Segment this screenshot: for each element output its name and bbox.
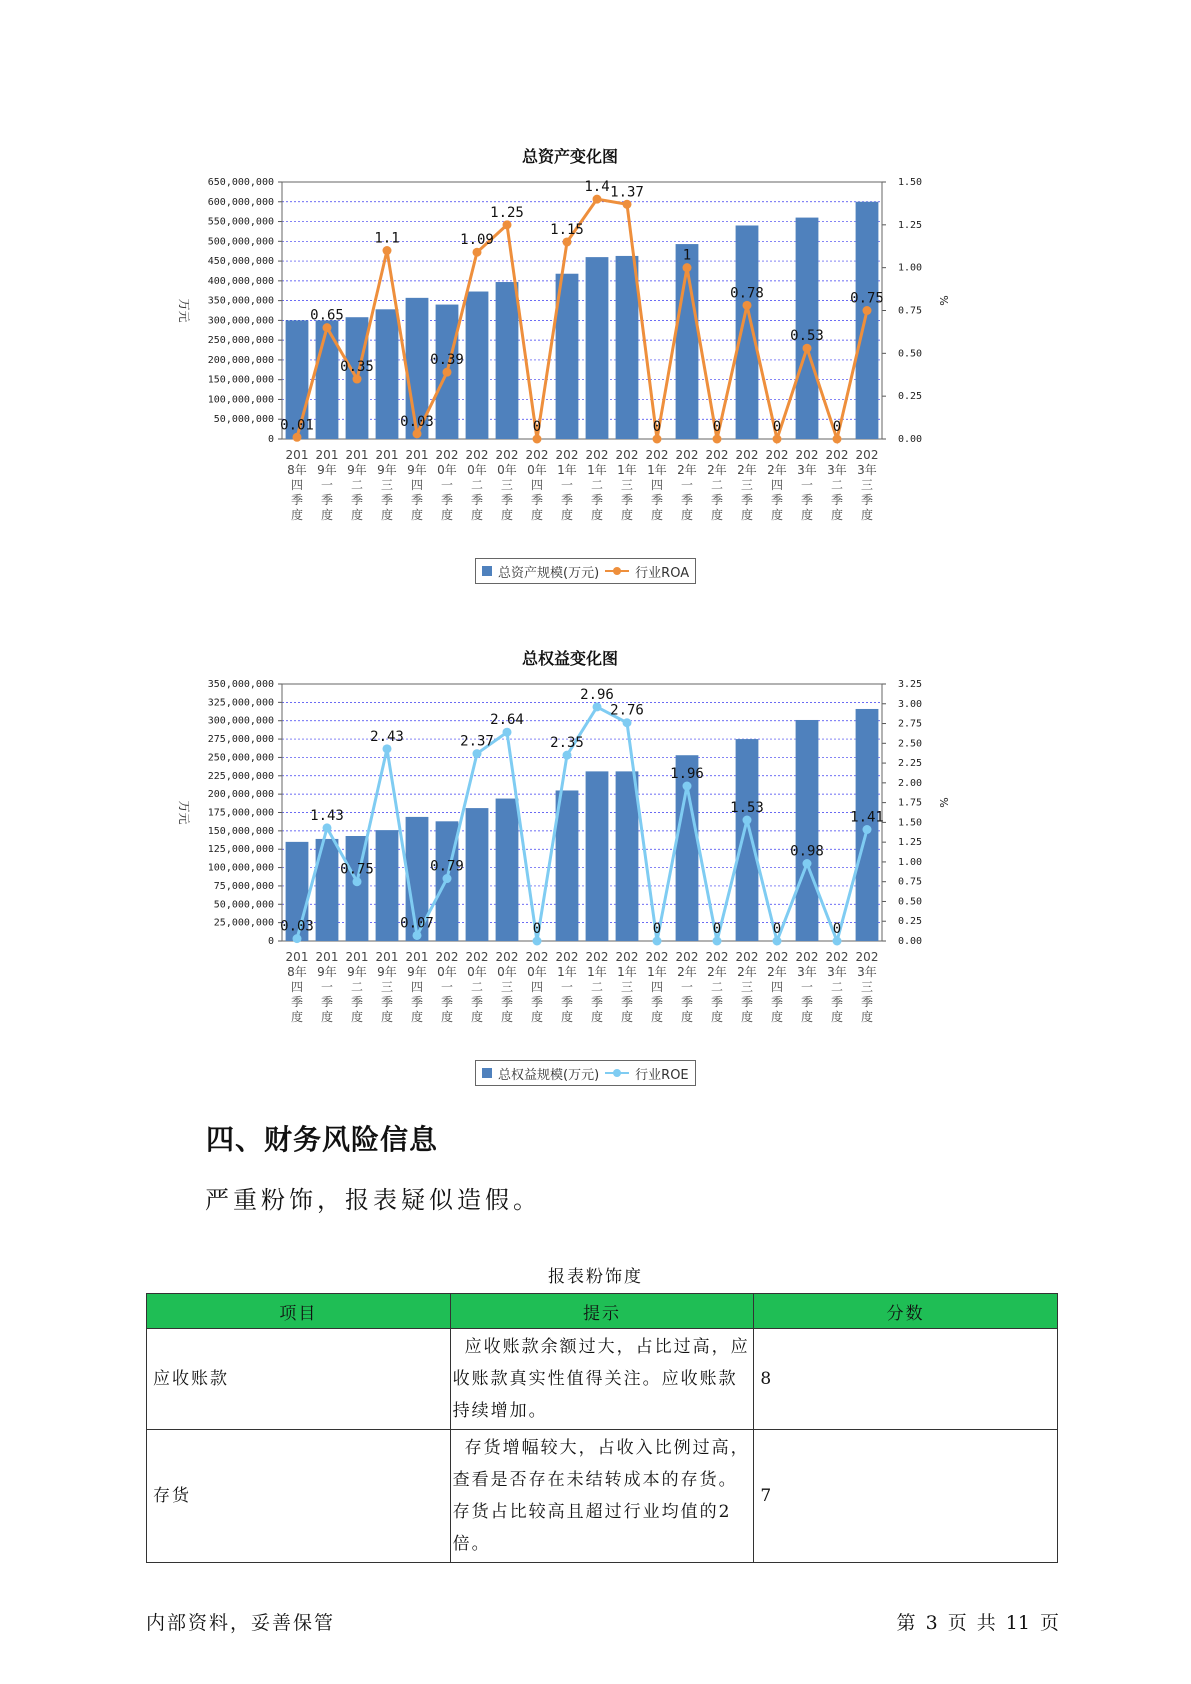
y2-tick-label: 0.50 [898, 348, 923, 360]
data-point [293, 934, 302, 943]
bar [586, 771, 609, 941]
y-tick-label: 0 [267, 936, 274, 947]
y-tick-label: 300,000,000 [207, 315, 274, 327]
x-tick-label: 202 0年三季度 [495, 950, 519, 1024]
y-tick-label: 350,000,000 [207, 679, 274, 690]
y-tick-label: 50,000,000 [213, 414, 274, 426]
y-tick-label: 100,000,000 [207, 394, 274, 406]
y2-axis-label: % [937, 295, 950, 306]
data-label: 1.1 [374, 230, 400, 247]
data-point [833, 937, 842, 946]
y-tick-label: 275,000,000 [207, 734, 274, 746]
data-point [413, 931, 422, 940]
data-label: 1 [682, 247, 692, 264]
chart-title: 总权益变化图 [521, 649, 618, 668]
data-point [293, 433, 302, 442]
bar-legend-swatch [482, 566, 492, 576]
bar [616, 771, 639, 941]
x-tick-label: 202 2年三季度 [735, 950, 759, 1024]
data-point [833, 435, 842, 444]
data-point [863, 825, 872, 834]
y-tick-label: 250,000,000 [207, 335, 274, 347]
data-label: 0.01 [280, 417, 314, 434]
data-label: 0.75 [340, 861, 374, 878]
data-point [383, 744, 392, 753]
y2-tick-label: 2.75 [898, 718, 923, 730]
x-tick-label: 201 9年一季度 [315, 950, 339, 1024]
x-tick-label: 202 1年一季度 [555, 448, 579, 522]
data-point [593, 702, 602, 711]
cell-tip [450, 1430, 754, 1563]
y2-axis-label: % [937, 797, 950, 808]
cell-item: 应收账款 [147, 1329, 451, 1430]
data-label: 1.53 [730, 800, 764, 817]
data-point [743, 816, 752, 825]
data-label: 1.09 [460, 232, 494, 249]
data-point [803, 859, 812, 868]
line-legend-swatch [605, 566, 629, 576]
y-tick-label: 550,000,000 [207, 216, 274, 228]
data-label: 0 [832, 921, 842, 937]
data-label: 0 [532, 921, 542, 937]
assets-chart [170, 140, 970, 590]
y2-tick-label: 1.50 [898, 177, 923, 188]
tip-text: 存货增幅较大，占收入比例过高，查看是否存在未结转成本的存货。存货占比较高且超过行业均值的2倍。 [452, 1438, 750, 1554]
data-label: 1.25 [490, 204, 524, 221]
footer-left: 内部资料，妥善保管 [146, 1612, 336, 1634]
line-legend-swatch [605, 1068, 629, 1078]
y-tick-label: 300,000,000 [207, 715, 274, 727]
x-tick-label: 202 1年二季度 [585, 448, 609, 522]
x-tick-label: 202 0年二季度 [465, 448, 489, 522]
bar [736, 225, 759, 439]
tip-text: 应收账款余额过大，占比过高，应收账款真实性值得关注。应收账款持续增加。 [452, 1337, 750, 1421]
data-label: 0 [652, 419, 662, 435]
y-tick-label: 200,000,000 [207, 789, 274, 801]
x-tick-label: 202 1年三季度 [615, 448, 639, 522]
data-point [803, 344, 812, 353]
x-tick-label: 201 9年二季度 [345, 950, 369, 1024]
line-legend-label: 行业ROE [635, 1067, 689, 1083]
data-point [713, 937, 722, 946]
data-point [623, 200, 632, 209]
data-point [863, 306, 872, 315]
data-point [473, 749, 482, 758]
x-tick-label: 202 2年四季度 [765, 950, 789, 1024]
y-axis-label: 万元 [177, 298, 191, 323]
equity-chart-plot [170, 672, 970, 1072]
y2-tick-label: 1.50 [898, 817, 923, 829]
x-tick-label: 202 3年一季度 [795, 950, 819, 1024]
data-label: 0.07 [400, 915, 434, 932]
y2-tick-label: 1.00 [898, 262, 923, 274]
data-point [623, 718, 632, 727]
x-tick-label: 201 9年二季度 [345, 448, 369, 522]
x-tick-label: 202 2年一季度 [675, 950, 699, 1024]
y-tick-label: 500,000,000 [207, 236, 274, 248]
y-tick-label: 325,000,000 [207, 697, 274, 709]
data-label: 0.53 [790, 328, 824, 345]
data-point [503, 728, 512, 737]
data-label: 1.96 [670, 766, 704, 783]
x-tick-label: 202 0年一季度 [435, 950, 459, 1024]
y-tick-label: 350,000,000 [207, 295, 274, 307]
y2-tick-label: 2.50 [898, 738, 923, 750]
x-tick-label: 202 3年三季度 [855, 448, 879, 522]
y2-tick-label: 2.00 [898, 777, 923, 789]
y-axis-label: 万元 [177, 800, 191, 825]
y2-tick-label: 0.50 [898, 896, 923, 908]
bar-legend-label: 总权益规模(万元) [498, 1067, 600, 1083]
x-tick-label: 202 0年二季度 [465, 950, 489, 1024]
bar [316, 320, 339, 439]
data-label: 1.41 [850, 809, 884, 826]
data-label: 0.03 [280, 918, 314, 935]
y-tick-label: 150,000,000 [207, 825, 274, 837]
data-label: 1.37 [610, 184, 644, 201]
data-label: 0.03 [400, 413, 434, 430]
y-tick-label: 25,000,000 [213, 917, 274, 929]
y-tick-label: 200,000,000 [207, 354, 274, 366]
x-tick-label: 202 3年二季度 [825, 448, 849, 522]
header-score: 分数 [754, 1294, 1058, 1329]
data-label: 0.65 [310, 307, 344, 324]
chart-title: 总资产变化图 [521, 147, 618, 166]
data-label: 0 [832, 419, 842, 435]
data-point [473, 248, 482, 257]
chart-legend [475, 558, 696, 584]
data-point [533, 435, 542, 444]
data-label: 0.98 [790, 843, 824, 860]
cell-score: 7 [754, 1430, 1058, 1563]
x-tick-label: 202 1年二季度 [585, 950, 609, 1024]
data-point [773, 435, 782, 444]
y-tick-label: 650,000,000 [207, 177, 274, 188]
table-row [147, 1430, 1058, 1563]
x-tick-label: 201 8年四季度 [285, 950, 309, 1024]
x-tick-label: 202 1年四季度 [645, 448, 669, 522]
cell-item: 存货 [147, 1430, 451, 1563]
data-point [773, 937, 782, 946]
bar [496, 799, 519, 941]
x-tick-label: 202 0年四季度 [525, 950, 549, 1024]
data-label: 1.43 [310, 807, 344, 824]
y2-tick-label: 0.75 [898, 305, 923, 317]
table-row [147, 1329, 1058, 1430]
bar [376, 309, 399, 439]
y2-tick-label: 1.25 [898, 837, 923, 849]
y-tick-label: 0 [267, 434, 274, 445]
data-point [533, 937, 542, 946]
data-point [443, 368, 452, 377]
x-tick-label: 202 2年三季度 [735, 448, 759, 522]
header-tip: 提示 [450, 1294, 754, 1329]
bar [466, 808, 489, 941]
assets-chart-plot [170, 170, 970, 570]
data-point [743, 301, 752, 310]
data-label: 2.64 [490, 712, 524, 729]
bar [736, 739, 759, 941]
y2-tick-label: 0.00 [898, 434, 923, 445]
header-item: 项目 [147, 1294, 451, 1329]
y2-tick-label: 3.00 [898, 698, 923, 710]
data-point [383, 246, 392, 255]
x-tick-label: 202 0年四季度 [525, 448, 549, 522]
x-tick-label: 202 0年一季度 [435, 448, 459, 522]
x-tick-label: 201 8年四季度 [285, 448, 309, 522]
line-legend-label: 行业ROA [635, 565, 690, 581]
x-tick-label: 202 0年三季度 [495, 448, 519, 522]
cell-score: 8 [754, 1329, 1058, 1430]
y2-tick-label: 3.25 [898, 679, 923, 690]
data-label: 0.75 [850, 290, 884, 307]
data-label: 2.96 [580, 686, 614, 703]
y-tick-label: 400,000,000 [207, 275, 274, 287]
data-point [443, 874, 452, 883]
table-caption: 报表粉饰度 [548, 1267, 643, 1287]
y2-tick-label: 0.75 [898, 876, 923, 888]
data-point [323, 323, 332, 332]
data-label: 2.43 [370, 728, 404, 745]
y-tick-label: 50,000,000 [213, 899, 274, 911]
data-label: 0.35 [340, 359, 374, 376]
x-tick-label: 202 1年四季度 [645, 950, 669, 1024]
x-tick-label: 201 9年三季度 [375, 448, 399, 522]
data-label: 0.79 [430, 858, 464, 875]
data-label: 2.35 [550, 735, 584, 752]
data-label: 0.78 [730, 285, 764, 302]
bar-legend-label: 总资产规模(万元) [498, 565, 600, 581]
data-label: 1.4 [584, 179, 610, 196]
data-label: 0 [772, 921, 782, 937]
y-tick-label: 175,000,000 [207, 807, 274, 819]
x-tick-label: 202 3年三季度 [855, 950, 879, 1024]
x-tick-label: 202 3年二季度 [825, 950, 849, 1024]
cell-tip [450, 1329, 754, 1430]
data-point [683, 263, 692, 272]
chart-legend [475, 1060, 696, 1086]
bar [856, 202, 879, 439]
data-point [653, 937, 662, 946]
data-point [353, 877, 362, 886]
x-tick-label: 202 3年一季度 [795, 448, 819, 522]
page-number: 第 3 页 共 11 页 [896, 1612, 1059, 1634]
y2-tick-label: 1.75 [898, 797, 923, 809]
y2-tick-label: 1.00 [898, 856, 923, 868]
bar [466, 292, 489, 439]
x-tick-label: 202 1年三季度 [615, 950, 639, 1024]
bar [796, 720, 819, 941]
bar [586, 257, 609, 439]
y2-tick-label: 0.00 [898, 936, 923, 947]
data-point [563, 237, 572, 246]
data-point [413, 429, 422, 438]
x-tick-label: 202 2年二季度 [705, 448, 729, 522]
y-tick-label: 600,000,000 [207, 196, 274, 208]
data-point [503, 220, 512, 229]
data-label: 2.37 [460, 733, 494, 750]
table-header-row [147, 1294, 1058, 1329]
x-tick-label: 202 2年一季度 [675, 448, 699, 522]
data-label: 0 [772, 419, 782, 435]
data-label: 0 [712, 921, 722, 937]
data-point [563, 751, 572, 760]
data-point [683, 782, 692, 791]
bar [616, 256, 639, 439]
data-label: 0 [532, 419, 542, 435]
bar [376, 830, 399, 941]
data-label: 0 [652, 921, 662, 937]
x-tick-label: 201 9年一季度 [315, 448, 339, 522]
equity-chart [170, 642, 970, 1092]
lead-text: 严重粉饰，报表疑似造假。 [205, 1186, 541, 1214]
y-tick-label: 75,000,000 [213, 880, 274, 892]
data-point [593, 195, 602, 204]
data-label: 0.39 [430, 352, 464, 369]
y-tick-label: 125,000,000 [207, 844, 274, 856]
y-tick-label: 100,000,000 [207, 862, 274, 874]
x-tick-label: 202 2年二季度 [705, 950, 729, 1024]
x-tick-label: 202 1年一季度 [555, 950, 579, 1024]
data-point [323, 823, 332, 832]
y-tick-label: 450,000,000 [207, 256, 274, 268]
data-label: 0 [712, 419, 722, 435]
bar-legend-swatch [482, 1068, 492, 1078]
y2-tick-label: 1.25 [898, 219, 923, 231]
risk-table [146, 1293, 1058, 1563]
y2-tick-label: 0.25 [898, 391, 923, 403]
x-tick-label: 201 9年四季度 [405, 448, 429, 522]
data-point [353, 375, 362, 384]
x-tick-label: 201 9年三季度 [375, 950, 399, 1024]
x-tick-label: 202 2年四季度 [765, 448, 789, 522]
y-tick-label: 225,000,000 [207, 770, 274, 782]
y2-tick-label: 0.25 [898, 916, 923, 928]
data-point [653, 435, 662, 444]
bar [496, 282, 519, 439]
y2-tick-label: 2.25 [898, 758, 923, 770]
data-label: 1.15 [550, 221, 584, 238]
section-heading: 四、财务风险信息 [206, 1123, 439, 1156]
y-tick-label: 150,000,000 [207, 374, 274, 386]
data-label: 2.76 [610, 702, 644, 719]
data-point [713, 435, 722, 444]
y-tick-label: 250,000,000 [207, 752, 274, 764]
x-tick-label: 201 9年四季度 [405, 950, 429, 1024]
